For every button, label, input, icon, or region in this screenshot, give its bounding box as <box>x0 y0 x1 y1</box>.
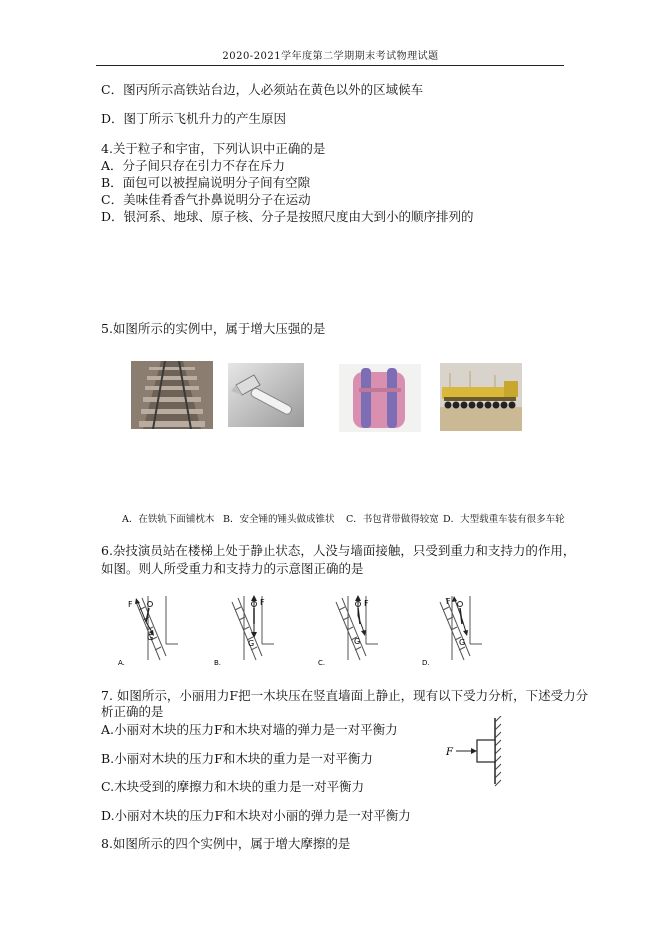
q6-a-force-f: F <box>128 600 133 609</box>
q4-option-b: B．面包可以被捏扁说明分子间有空隙 <box>101 175 311 190</box>
page-header-title: 2020-2021学年度第二学期期末考试物理试题 <box>222 51 439 62</box>
q6-figure-b <box>214 594 296 668</box>
q4-option-a: A．分子间只存在引力不存在斥力 <box>101 158 286 173</box>
safety-hammer-photo <box>228 363 304 427</box>
backpack-photo <box>339 364 421 432</box>
q7-wall-block-figure <box>440 716 506 788</box>
q3-option-d: D．图丁所示飞机升力的产生原因 <box>101 111 287 126</box>
q6-figure-a <box>118 594 200 668</box>
q7-stem-line1: 7. 如图所示，小丽用力F把一木块压在竖直墙面上静止，现有以下受力分析，下述受力分 <box>101 688 589 703</box>
q6-a-letter: A. <box>118 659 125 667</box>
q7-option-d: D.小丽对木块的压力F和木块对小丽的弹力是一对平衡力 <box>101 808 411 823</box>
q6-b-force-f: F <box>260 598 265 607</box>
q6-d-force-g: G <box>459 638 466 647</box>
q5-caption-d: D．大型载重车装有很多车轮 <box>443 514 565 525</box>
q5-caption-a: A．在铁轨下面铺枕木 <box>122 514 215 525</box>
q7-stem-line2: 析正确的是 <box>101 704 164 719</box>
q5-stem: 5.如图所示的实例中，属于增大压强的是 <box>101 321 326 336</box>
q6-c-force-f: F <box>364 599 369 608</box>
q6-c-force-g: G <box>354 637 361 646</box>
q6-figure-d <box>422 594 504 668</box>
q4-option-c: C．美味佳肴香气扑鼻说明分子在运动 <box>101 192 311 207</box>
q7-force-label: F <box>446 747 453 758</box>
q8-stem: 8.如图所示的四个实例中，属于增大摩擦的是 <box>101 836 351 851</box>
q6-b-force-g: G <box>248 639 255 648</box>
q7-option-b: B.小丽对木块的压力F和木块的重力是一对平衡力 <box>101 751 373 766</box>
header-divider <box>96 65 564 66</box>
q6-c-letter: C. <box>318 659 326 667</box>
q6-d-letter: D. <box>422 659 430 667</box>
q6-stem-line2: 如图。则人所受重力和支持力的示意图正确的是 <box>101 561 364 576</box>
q6-d-force-f: F <box>446 597 451 606</box>
q7-option-a: A.小丽对木块的压力F和木块对墙的弹力是一对平衡力 <box>101 722 398 737</box>
q5-caption-b: B．安全锤的锤头做成锥状 <box>223 514 335 525</box>
q3-option-c: C．图丙所示高铁站台边，人必须站在黄色以外的区域候车 <box>101 82 424 97</box>
q4-option-d: D．银河系、地球、原子核、分子是按照尺度由大到小的顺序排列的 <box>101 209 474 224</box>
q7-option-c: C.木块受到的摩擦力和木块的重力是一对平衡力 <box>101 779 365 794</box>
q4-stem: 4.关于粒子和宇宙，下列认识中正确的是 <box>101 141 326 156</box>
q6-stem-line1: 6.杂技演员站在楼梯上处于静止状态，人没与墙面接触，只受到重力和支持力的作用， <box>101 543 576 558</box>
q6-a-force-g: G <box>147 633 154 642</box>
q5-caption-c: C．书包背带做得较宽 <box>346 514 439 525</box>
q6-figure-c <box>318 594 400 668</box>
heavy-truck-photo <box>440 363 522 431</box>
q6-b-letter: B. <box>214 659 222 667</box>
railway-sleepers-photo <box>131 361 213 429</box>
